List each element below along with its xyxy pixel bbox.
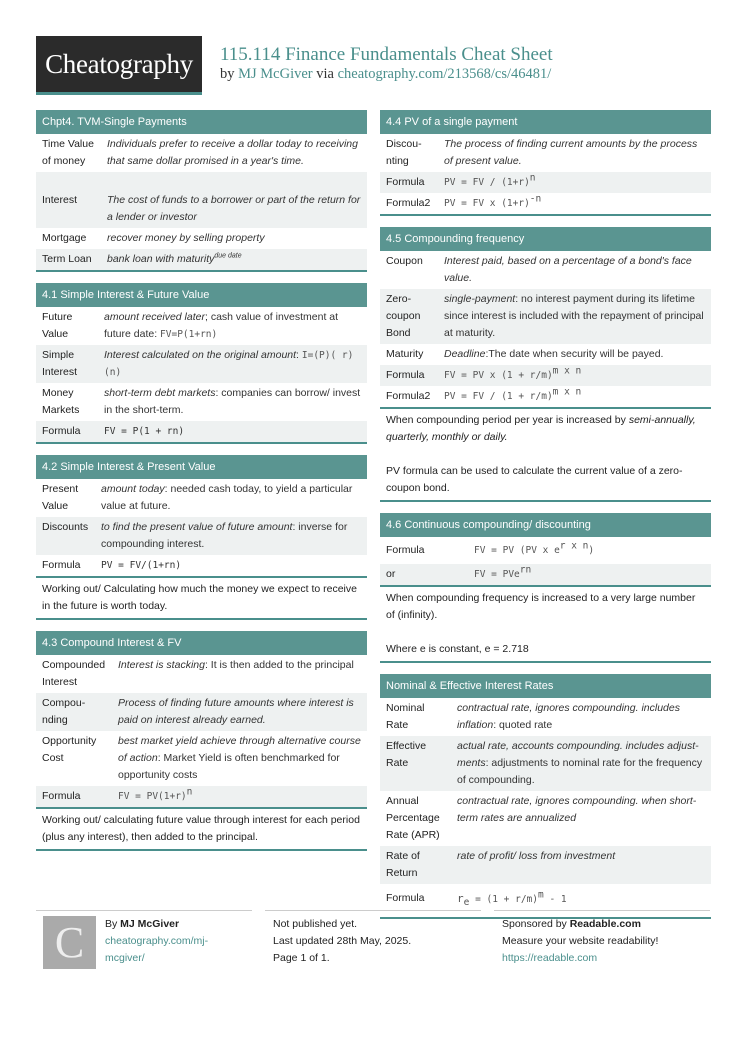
table-row [36, 383, 367, 421]
footer-divider [494, 910, 710, 911]
formula [438, 386, 711, 407]
note-text: PV formula can be used to calculate the current value of a zero-coupon bond. [386, 465, 683, 494]
table-row [380, 365, 711, 386]
term: Present Value [42, 483, 79, 512]
superscript: due date [214, 252, 242, 260]
byline [220, 66, 551, 83]
left-column [36, 110, 367, 862]
table-row [36, 172, 367, 228]
footer-sponsor-text: Measure your website readability! [502, 935, 659, 947]
footer-by: By [105, 918, 121, 930]
section-pv-single-payment [380, 110, 711, 216]
footer-sponsored-by: Sponsored by [502, 918, 570, 930]
term: Formula [36, 421, 98, 442]
term: Formula2 [386, 197, 431, 209]
logo-underline [36, 92, 202, 95]
footer-sponsor-link[interactable]: https://readable.com [502, 952, 598, 964]
formula-text: FV = PV x (1 + r/m) [444, 370, 553, 381]
definition [438, 344, 711, 365]
definition-table [380, 537, 711, 585]
table-row [380, 193, 711, 214]
footer-divider [36, 910, 252, 911]
definition-emphasis: to find the present value of future amount [101, 521, 293, 533]
definition-table [380, 698, 711, 917]
author-link[interactable]: MJ McGiver [238, 66, 313, 82]
note-emphasis: semi-annually, quarterly, monthly or daily. [386, 414, 696, 443]
definition: Interest calculated on the original amount: I=(P)( r)(n) [98, 345, 367, 383]
definition-text: : no interest payment during its lifetime since interest is included with the repayment of principal at maturity. [444, 293, 704, 339]
term: Maturity [386, 348, 424, 360]
section-title: 4.6 Continuous compounding/ discounting [380, 513, 711, 537]
formula: FV=P(1+rn) [160, 329, 218, 340]
formula-text: r [457, 892, 464, 905]
cheatography-logo[interactable]: Cheatography [36, 36, 202, 92]
definition [112, 731, 367, 786]
formula [451, 884, 711, 917]
term: Formula [36, 786, 112, 807]
term: Effective Rate [380, 736, 451, 791]
definition-table [36, 307, 367, 442]
definition-emphasis: best market yield achieve through alternative course of action [118, 735, 361, 764]
table-row [380, 564, 711, 585]
formula-text: ) [588, 545, 595, 556]
table-row [380, 172, 711, 193]
definition-emphasis: Deadline [444, 348, 486, 360]
section-nominal-effective-rates [380, 674, 711, 919]
section-compound-interest-fv [36, 631, 367, 851]
definition: contractual rate, ignores compounding. when short-term rates are annualized [457, 795, 697, 824]
definition-table [36, 655, 367, 807]
definition-text: : companies can borrow/ invest in the short-term. [104, 387, 361, 416]
term: Rate of Return [380, 846, 451, 884]
definition-table [36, 134, 367, 270]
footer-page: Page 1 of 1. [273, 952, 330, 964]
superscript: n [529, 172, 536, 184]
table-row [36, 517, 367, 555]
formula-text: PV = FV x (1+r) [444, 198, 530, 209]
formula-text: FV = PV(1+r) [118, 791, 187, 802]
section-title: 4.2 Simple Interest & Present Value [36, 455, 367, 479]
table-row [380, 289, 711, 344]
term: Compou-nding [36, 693, 112, 731]
definition-text: :The date when security will be payed. [485, 348, 664, 360]
term: Formula [380, 172, 438, 193]
definition: Process of finding future amounts where interest is paid on interest already earned. [112, 693, 367, 731]
sheet-url-link[interactable]: cheatography.com/213568/cs/46481/ [337, 66, 552, 82]
note-text: When compounding period per year is increased by [386, 414, 629, 426]
table-row [380, 736, 711, 791]
author-avatar[interactable]: C [43, 916, 96, 969]
table-row [36, 786, 367, 807]
definition-emphasis: amount today [101, 483, 165, 495]
table-row [36, 655, 367, 693]
table-row [36, 134, 367, 172]
section-simple-interest-fv [36, 283, 367, 444]
term: Discou-nting [386, 138, 422, 167]
section-title: 4.4 PV of a single payment [380, 110, 711, 134]
table-row [36, 345, 367, 383]
term: Annual Percentage Rate (APR) [386, 795, 440, 841]
right-column [380, 110, 711, 930]
table-row [380, 791, 711, 846]
definition: Interest paid, based on a percentage of a bond's face value. [444, 255, 692, 284]
definition-emphasis: short-term debt markets [104, 387, 216, 399]
term: Time Value of money [42, 138, 94, 167]
formula [112, 786, 367, 807]
formula [468, 564, 711, 585]
section-title: 4.3 Compound Interest & FV [36, 631, 367, 655]
definition: The process of finding current amounts by the process of present value. [444, 138, 698, 167]
definition: rate of profit/ loss from investment [451, 846, 711, 884]
definition [438, 289, 711, 344]
footer-sponsor-line [502, 916, 658, 933]
footer-published: Not published yet. [273, 918, 358, 930]
section-note: Working out/ calculating future value through interest for each period (plus any interest), then added to the principal. [36, 807, 367, 849]
table-row [380, 386, 711, 407]
table-row [380, 884, 711, 917]
formula [438, 365, 711, 386]
section-note [380, 585, 711, 661]
formula: I=(P)( r)(n) [104, 350, 354, 378]
section-title: Chpt4. TVM-Single Payments [36, 110, 367, 134]
formula-text: FV = PVe [474, 569, 520, 580]
definition: recover money by selling property [107, 232, 265, 244]
definition-emphasis: actual rate, accounts compounding. includes adjust-ments [457, 740, 699, 769]
table-row [36, 731, 367, 786]
definition-emphasis: amount received later [104, 311, 205, 323]
footer-divider [265, 910, 481, 911]
table-row [380, 251, 711, 289]
definition: The cost of funds to a borrower or part of the return for a lender or investor [101, 172, 367, 228]
page-title: 115.114 Finance Fundamentals Cheat Sheet [220, 44, 553, 65]
term: Coupon [386, 255, 423, 267]
table-row [36, 479, 367, 517]
formula-text: - 1 [543, 894, 567, 905]
formula: PV = FV/(1+rn) [101, 560, 182, 571]
table-row [36, 307, 367, 345]
footer-profile-link[interactable]: cheatography.com/mj-mcgiver/ [105, 935, 209, 964]
term: Interest [36, 172, 101, 228]
term: Formula2 [386, 390, 431, 402]
superscript: -n [529, 193, 542, 205]
formula [438, 193, 711, 214]
definition [451, 698, 711, 736]
table-row [36, 693, 367, 731]
table-row [36, 421, 367, 442]
formula-text: = (1 + r/m) [469, 894, 538, 905]
definition-text: : It is then added to the principal [204, 659, 354, 671]
table-row [380, 698, 711, 736]
footer-sponsor-name[interactable]: Readable.com [569, 918, 641, 930]
formula [438, 172, 711, 193]
term: Compounded Interest [42, 659, 106, 688]
term: Future Value [42, 311, 73, 340]
table-row [36, 228, 367, 249]
superscript: m [538, 889, 544, 901]
footer-author [105, 916, 245, 967]
byline-via: via [316, 66, 334, 82]
formula: FV = P(1 + rn) [98, 421, 367, 442]
term: Money Markets [42, 387, 80, 416]
term: Discounts [36, 517, 95, 555]
term: Formula [386, 544, 425, 556]
table-row [380, 537, 711, 564]
table-row [36, 249, 367, 270]
section-title: 4.1 Simple Interest & Future Value [36, 283, 367, 307]
note-text: When compounding frequency is increased to a very large number of (infinity). [386, 592, 696, 621]
superscript: m x n [552, 365, 582, 377]
term: Formula [380, 365, 438, 386]
definition [95, 517, 367, 555]
definition-table [380, 134, 711, 214]
definition-text: : quoted rate [493, 719, 553, 731]
definition-text: ; cash value of investment at future date: [104, 311, 339, 340]
term: Formula [386, 892, 425, 904]
formula [468, 537, 711, 564]
superscript: rn [519, 564, 532, 576]
footer-author-name[interactable]: MJ McGiver [120, 918, 180, 930]
definition [451, 736, 711, 791]
term: Formula [42, 559, 81, 571]
section-continuous-compounding [380, 513, 711, 663]
definition-text: bank loan with maturity [107, 253, 215, 265]
section-compounding-frequency [380, 227, 711, 502]
definition [95, 479, 367, 517]
table-row [380, 134, 711, 172]
definition-emphasis: single-payment [444, 293, 516, 305]
formula-text: FV = PV (PV x e [474, 545, 560, 556]
definition [112, 655, 367, 693]
term: or [380, 564, 468, 585]
definition-emphasis: Interest is stacking [118, 659, 205, 671]
footer-updated: Last updated 28th May, 2025. [273, 935, 412, 947]
superscript: n [186, 786, 193, 798]
byline-by: by [220, 66, 235, 82]
section-note: Working out/ Calculating how much the money we expect to receive in the future is worth today. [36, 576, 367, 618]
definition-emphasis: Interest calculated on the original amount [104, 349, 297, 361]
term: Term Loan [36, 249, 101, 270]
term: Zero-coupon Bond [380, 289, 438, 344]
term: Simple Interest [36, 345, 98, 383]
definition-text: : needed cash today, to yield a particular value at future. [101, 483, 353, 512]
definition-emphasis: contractual rate, ignores compounding. includes inflation [457, 702, 680, 731]
formula-text: PV = FV / (1+r) [444, 177, 530, 188]
definition [101, 249, 367, 270]
definition-text: : Market Yield is often benchmarked for opportunity costs [118, 752, 340, 781]
term: Mortgage [42, 232, 87, 244]
formula-text: PV = FV / (1 + r/m) [444, 391, 553, 402]
definition [98, 383, 367, 421]
table-row [380, 344, 711, 365]
section-tvm-single-payments [36, 110, 367, 272]
definition: Individuals prefer to receive a dollar today to receiving that same dollar promised in a year's time. [107, 138, 358, 167]
definition-table [380, 251, 711, 407]
subscript: e [463, 897, 470, 909]
superscript: m x n [552, 386, 582, 398]
superscript: r x n [559, 540, 589, 552]
footer-sponsor [502, 916, 658, 967]
footer-status [273, 916, 411, 967]
definition-text: : adjustments to nominal rate for the frequency of compounding. [457, 757, 703, 786]
definition [98, 307, 367, 345]
note-text: Where e is constant, e = 2.718 [386, 643, 529, 655]
section-title: 4.5 Compounding frequency [380, 227, 711, 251]
footer-author-line [105, 916, 245, 933]
section-note [380, 407, 711, 500]
section-simple-interest-pv [36, 455, 367, 620]
section-title: Nominal & Effective Interest Rates [380, 674, 711, 698]
term: Opportunity Cost [42, 735, 97, 764]
term: Nominal Rate [386, 702, 425, 731]
definition-table [36, 479, 367, 576]
table-row [380, 846, 711, 884]
table-row [36, 555, 367, 576]
definition-text: : inverse for compounding interest. [101, 521, 348, 550]
